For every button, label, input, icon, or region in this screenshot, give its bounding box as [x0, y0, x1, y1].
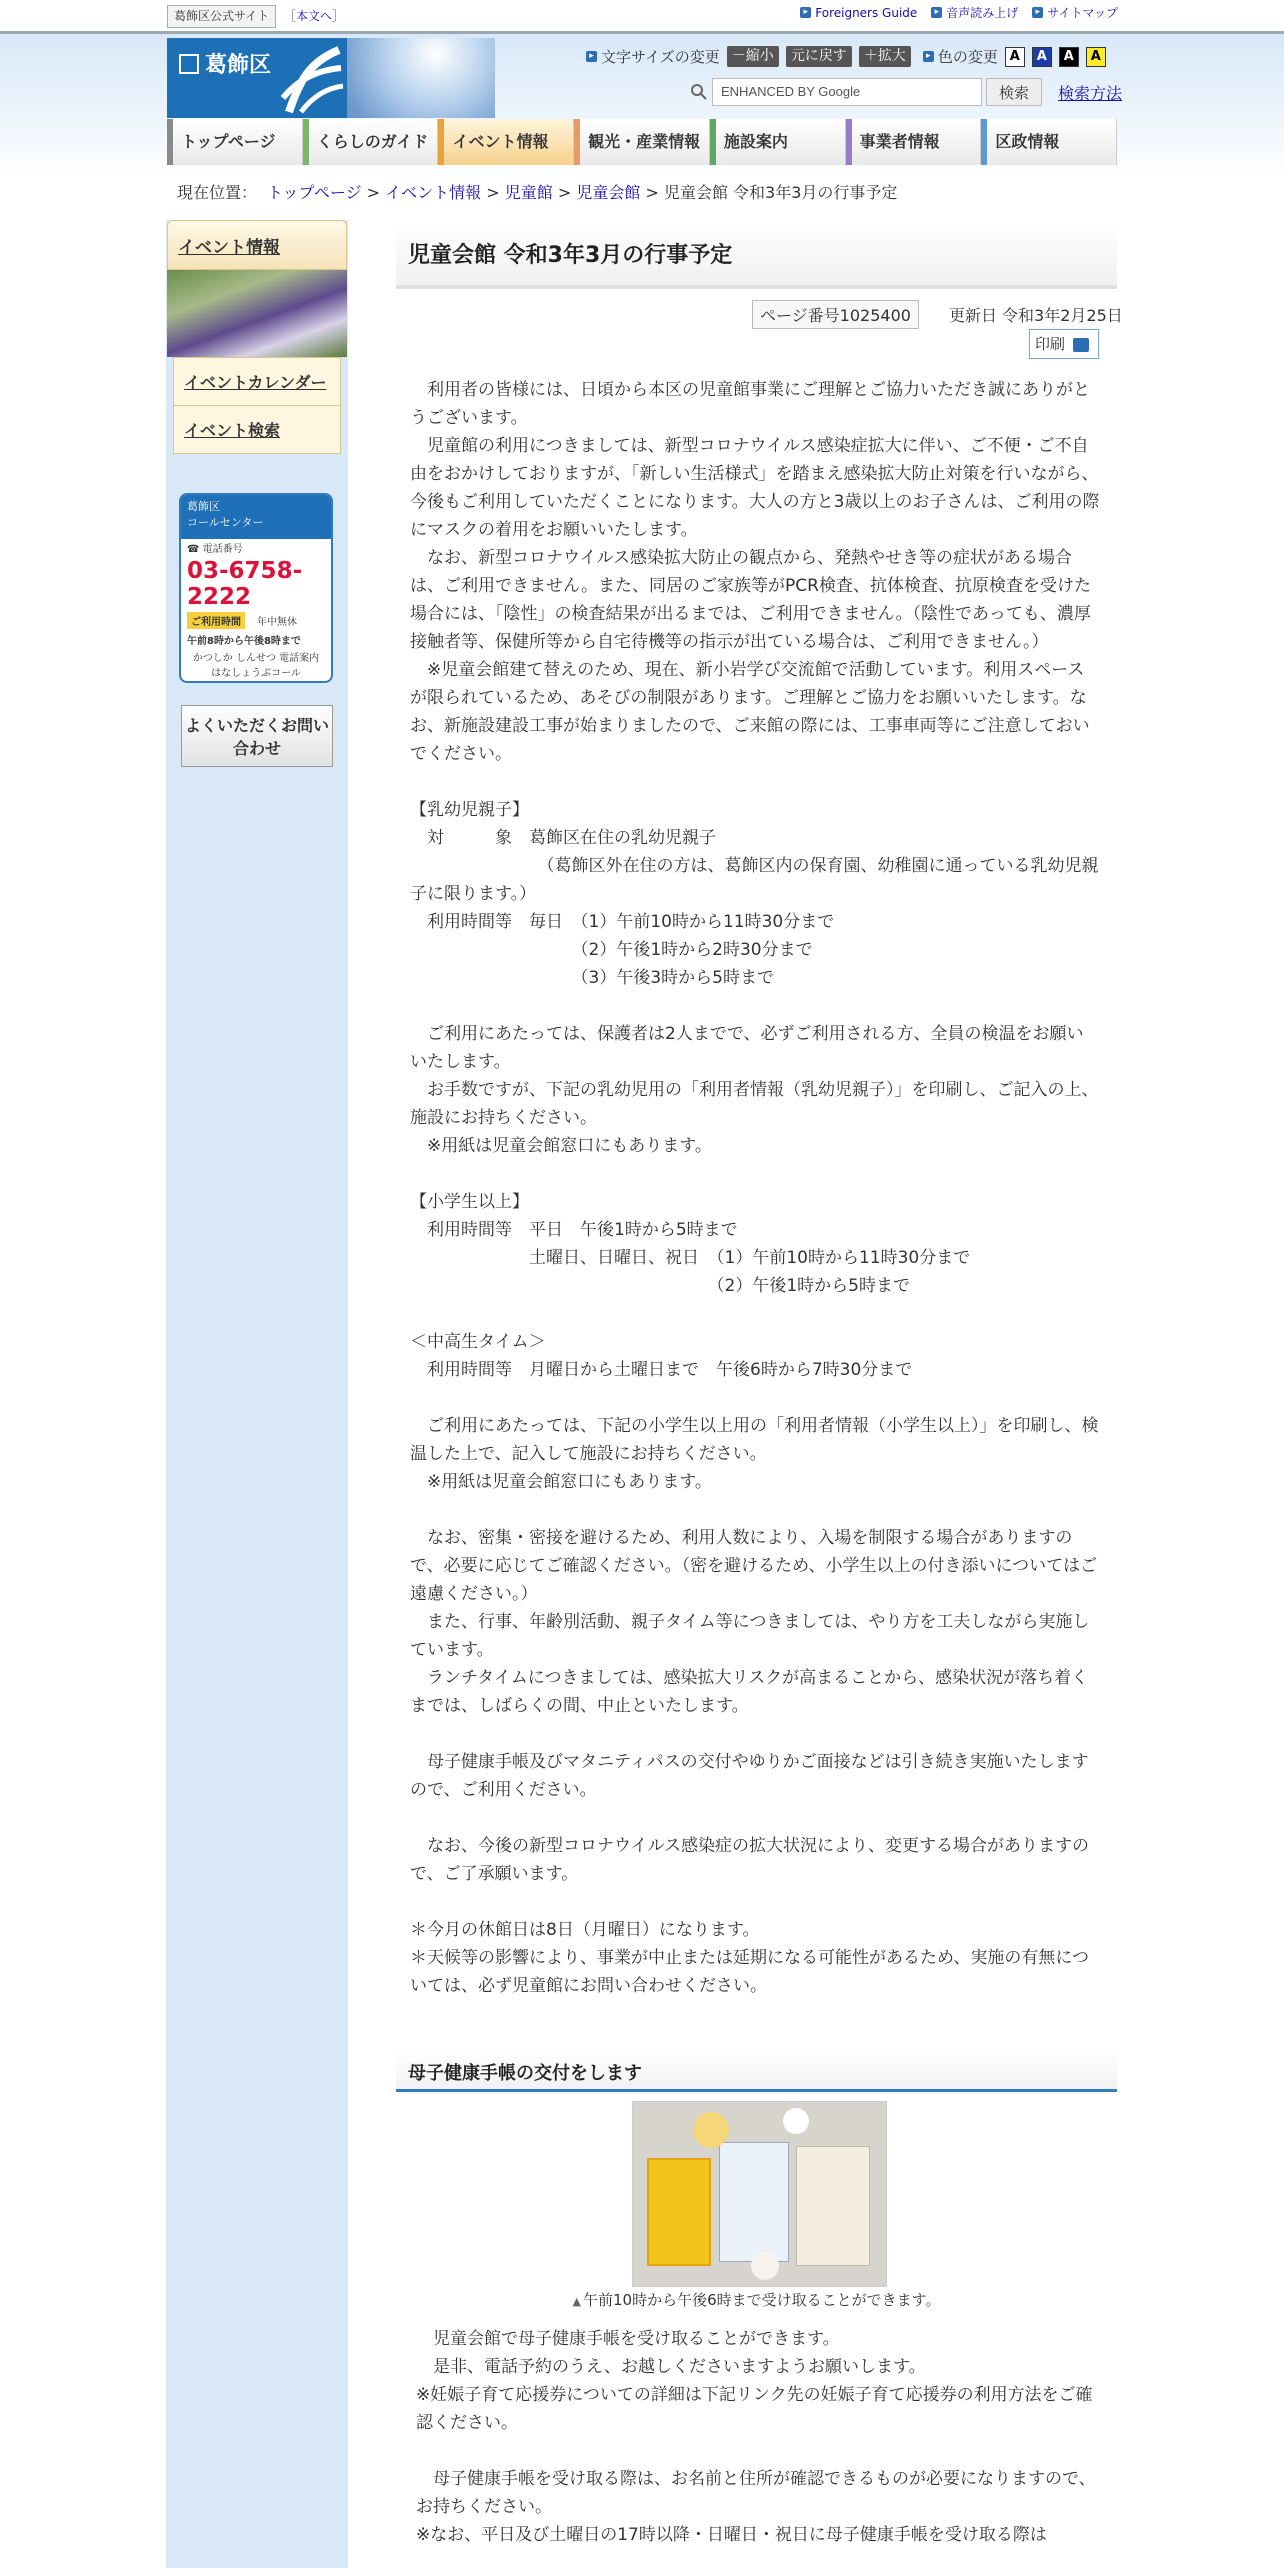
font-shrink-button[interactable]: －縮小 — [727, 46, 779, 67]
color-white-button[interactable]: A — [1005, 47, 1025, 67]
page-number: ページ番号1025400 — [752, 300, 919, 329]
photo-caption — [396, 2289, 1117, 2310]
search-input[interactable]: ENHANCED BY Google — [712, 78, 982, 106]
paragraph: ※なお、平日及び土曜日の17時以降・日曜日・祝日に母子健康手帳を受け取る際は — [416, 2525, 1047, 2545]
faq-button[interactable]: よくいただくお問い合わせ — [181, 705, 333, 767]
breadcrumb-link-events[interactable]: イベント情報 — [385, 183, 482, 202]
sitemap-link[interactable]: サイトマップ — [1047, 6, 1118, 20]
color-change-label: 色の変更 — [937, 48, 998, 66]
paragraph: （2）午後1時から2時30分まで — [410, 940, 813, 960]
paragraph — [416, 2437, 1106, 2465]
paragraph: 【乳幼児親子】 — [410, 800, 529, 820]
paragraph: なお、新型コロナウイルス感染拡大防止の観点から、発熱やせき等の症状がある場合は、ご利用できません。また、同居のご家族等がPCR検査、抗体検査、抗原検査を受けた場合には、「陰性」の検査結果が出るまでは、ご利用できません。（陰性であっても、濃厚接触者等、保健所等から自宅待機等の指示が出ている場合は、ご利用できません。） — [410, 548, 1091, 652]
color-yellow-button[interactable]: A — [1086, 47, 1106, 67]
paragraph: （2）午後1時から5時まで — [410, 1276, 910, 1296]
paragraph — [410, 1384, 1100, 1412]
triangle-icon: ▲ — [572, 2295, 582, 2308]
skip-link-open: ［ — [284, 9, 297, 23]
paragraph: 利用時間等 毎日 （1）午前10時から11時30分まで — [410, 912, 835, 932]
paragraph: 児童館の利用につきましては、新型コロナウイルス感染症拡大に伴い、ご不便・ご不自由をおかけしておりますが、「新しい生活様式」を踏まえ感染拡大防止対策を行いながら、今後もご利用していただくことになります。大人の方と3歳以上のお子さんは、ご利用の際にマスクの着用をお願いいたします。 — [410, 436, 1100, 540]
sidebar-item-label: イベントカレンダー — [184, 373, 327, 392]
phone-icon: ☎ — [187, 544, 200, 555]
arrow-icon: ▸ — [1032, 7, 1043, 18]
breadcrumb-separator: > — [481, 183, 505, 202]
main-content — [410, 376, 1100, 2000]
font-reset-button[interactable]: 元に戻す — [786, 46, 852, 67]
paragraph: ＊今月の休館日は8日（月曜日）になります。 — [410, 1920, 760, 1940]
hours-text: 午前8時から午後8時まで — [187, 636, 301, 647]
global-nav — [167, 119, 1117, 165]
nav-business[interactable]: 事業者情報 — [846, 119, 982, 165]
breadcrumb-current: 児童会館 令和3年3月の行事予定 — [663, 183, 898, 202]
skip-to-content-link[interactable]: 本文へ — [296, 9, 333, 23]
sidebar-nav — [167, 220, 347, 454]
printer-icon — [1073, 338, 1089, 352]
sidebar-title[interactable] — [167, 220, 347, 270]
arrow-icon: ▸ — [931, 7, 942, 18]
caption-text: 午前10時から午後6時まで受け取ることができます。 — [583, 2291, 941, 2309]
breadcrumb-prefix: 現在位置： — [177, 183, 258, 202]
display-settings — [586, 46, 1106, 67]
arrow-icon: ▸ — [800, 7, 811, 18]
city-emblem-icon — [179, 54, 199, 74]
site-logo[interactable] — [167, 38, 347, 118]
breadcrumb-link-jidokan[interactable]: 児童館 — [504, 183, 553, 202]
paragraph: ランチタイムにつきましては、感染拡大リスクが高まることから、感染状況が落ち着くまでは、しばらくの間、中止といたします。 — [410, 1668, 1089, 1716]
nav-top[interactable]: トップページ — [167, 119, 303, 165]
paragraph: なお、密集・密接を避けるため、利用人数により、入場を制限する場合がありますので、必要に応じてご確認ください。（密を避けるため、小学生以上の付き添いについてはご遠慮ください。） — [410, 1528, 1098, 1604]
updated-date: 更新日 令和3年2月25日 — [948, 306, 1123, 325]
page-title: 児童会館 令和3年3月の行事予定 — [396, 222, 1117, 289]
paragraph: （3）午後3時から5時まで — [410, 968, 774, 988]
foreigners-guide-link[interactable]: Foreigners Guide — [815, 5, 918, 20]
paragraph: ※妊娠子育て応援券についての詳細は下記リンク先の妊娠子育て応援券の利用方法をご確認ください。 — [416, 2385, 1093, 2433]
section-content — [416, 2325, 1106, 2549]
breadcrumb-separator: > — [361, 183, 386, 202]
foreigners-guide-item — [800, 4, 917, 21]
paragraph: ※用紙は児童会館窓口にもあります。 — [410, 1136, 712, 1156]
paragraph: ご利用にあたっては、保護者は2人までで、必ずご利用される方、全員の検温をお願いいたします。 — [410, 1024, 1084, 1072]
nav-tourism[interactable]: 観光・産業情報 — [574, 119, 710, 165]
paragraph: 利用者の皆様には、日頃から本区の児童館事業にご理解とご協力いただき誠にありがとうございます。 — [410, 380, 1090, 428]
breadcrumb-separator: > — [640, 183, 664, 202]
skip-link-close: ］ — [332, 9, 345, 23]
paragraph: お手数ですが、下記の乳幼児用の「利用者情報（乳幼児親子）」を印刷し、ご記入の上、施設にお持ちください。 — [410, 1080, 1099, 1128]
paragraph: ＊天候等の影響により、事業が中止または延期になる可能性があるため、実施の有無については、必ず児童館にお問い合わせください。 — [410, 1948, 1089, 1996]
paragraph — [410, 1300, 1100, 1328]
breadcrumb-link-top[interactable]: トップページ — [267, 183, 362, 202]
iris-flower-icon — [279, 42, 345, 114]
phone-number: 03-6758-2222 — [187, 558, 303, 610]
search-button[interactable]: 検索 — [986, 78, 1042, 106]
open-days: 年中無休 — [257, 617, 297, 628]
phone-label — [181, 539, 331, 556]
sidebar-title-text: イベント情報 — [178, 238, 280, 258]
sidebar-item-calendar[interactable] — [173, 357, 341, 406]
paragraph: 是非、電話予約のうえ、お越しくださいますようお願いします。 — [416, 2357, 926, 2377]
nav-ward-gov[interactable]: 区政情報 — [981, 119, 1117, 165]
section-heading: 母子健康手帳の交付をします — [396, 2049, 1117, 2092]
sidebar-item-search[interactable] — [173, 406, 341, 454]
color-blue-button[interactable]: A — [1032, 47, 1052, 67]
breadcrumb-link-jidokaikan[interactable]: 児童会館 — [576, 183, 641, 202]
paragraph — [410, 1496, 1100, 1524]
sitemap-item — [1032, 4, 1118, 21]
paragraph — [410, 1888, 1100, 1916]
top-bar — [0, 0, 1284, 34]
call-center-banner[interactable] — [179, 493, 333, 683]
paragraph: ※用紙は児童会館窓口にもあります。 — [410, 1472, 712, 1492]
print-button[interactable] — [1029, 329, 1099, 359]
paragraph: なお、今後の新型コロナウイルス感染症の拡大状況により、変更する場合がありますので、ご了承願います。 — [410, 1836, 1089, 1884]
breadcrumb — [177, 180, 897, 203]
paragraph: 母子健康手帳を受け取る際は、お名前と住所が確認できるものが必要になりますので、お持ちください。 — [416, 2469, 1096, 2517]
hours-label: ご利用時間 — [187, 612, 245, 629]
paragraph: 利用時間等 月曜日から土曜日まで 午後6時から7時30分まで — [410, 1360, 913, 1380]
search-help-link[interactable]: 検索方法 — [1058, 83, 1123, 103]
paragraph — [410, 992, 1100, 1020]
paragraph — [410, 1804, 1100, 1832]
logo-text: 葛飾区 — [205, 53, 272, 78]
color-black-button[interactable]: A — [1059, 47, 1079, 67]
paragraph: 【小学生以上】 — [410, 1192, 529, 1212]
nav-living-guide[interactable]: くらしのガイド — [303, 119, 439, 165]
search-icon — [690, 83, 708, 101]
iris-photo — [167, 270, 347, 357]
paragraph — [410, 1160, 1100, 1188]
paragraph: 児童会館で母子健康手帳を受け取ることができます。 — [416, 2329, 840, 2349]
call-center-name: 葛飾区 コールセンター — [181, 495, 331, 539]
paragraph — [410, 1720, 1100, 1748]
paragraph: 対 象 葛飾区在住の乳幼児親子 — [410, 828, 716, 848]
arrow-icon: ▸ — [923, 51, 934, 62]
site-name: 葛飾区公式サイト — [167, 5, 276, 28]
header-sky-image — [347, 38, 495, 118]
page-info — [752, 300, 1123, 329]
paragraph: 土曜日、日曜日、祝日 （1）午前10時から11時30分まで — [410, 1248, 971, 1268]
paragraph: ご利用にあたっては、下記の小学生以上用の「利用者情報（小学生以上）」を印刷し、検温した上で、記入して施設にお持ちください。 — [410, 1416, 1099, 1464]
nav-events[interactable]: イベント情報 — [438, 119, 574, 165]
print-label: 印刷 — [1035, 335, 1066, 353]
nav-facilities[interactable]: 施設案内 — [710, 119, 846, 165]
paragraph: ※児童会館建て替えのため、現在、新小岩学び交流館で活動しています。利用スペースが限られているため、あそびの制限があります。ご理解とご協力をお願いいたします。なお、新施設建設工事が始まりましたので、ご来館の際には、工事車両等にご注意しておいでください。 — [410, 660, 1090, 764]
phone-label-text: 電話番号 — [202, 544, 243, 555]
skip-link-wrapper — [284, 7, 344, 24]
voice-reading-link[interactable]: 音声読み上げ — [946, 6, 1019, 20]
utility-links — [800, 4, 1118, 21]
paragraph: 母子健康手帳及びマタニティパスの交付やゆりかご面接などは引き続き実施いたしますので、ご利用ください。 — [410, 1752, 1089, 1800]
voice-reading-item — [931, 4, 1018, 21]
maternal-handbook-photo — [632, 2101, 887, 2287]
breadcrumb-separator: > — [552, 183, 577, 202]
paragraph: 利用時間等 平日 午後1時から5時まで — [410, 1220, 738, 1240]
paragraph: また、行事、年齢別活動、親子タイム等につきましては、やり方を工夫しながら実施しています。 — [410, 1612, 1090, 1660]
font-enlarge-button[interactable]: ＋拡大 — [859, 46, 911, 67]
paragraph — [410, 768, 1100, 796]
font-size-label: 文字サイズの変更 — [601, 48, 720, 66]
sidebar-item-label: イベント検索 — [184, 421, 281, 440]
paragraph: （葛飾区外在住の方は、葛飾区内の保育園、幼稚園に通っている乳幼児親子に限ります。） — [410, 856, 1099, 904]
arrow-icon: ▸ — [586, 51, 597, 62]
search-area — [690, 78, 1122, 106]
paragraph: ＜中高生タイム＞ — [410, 1332, 546, 1352]
call-center-nickname: かつしか しんせつ 電話案内 はなしょうぶコール — [192, 653, 320, 679]
